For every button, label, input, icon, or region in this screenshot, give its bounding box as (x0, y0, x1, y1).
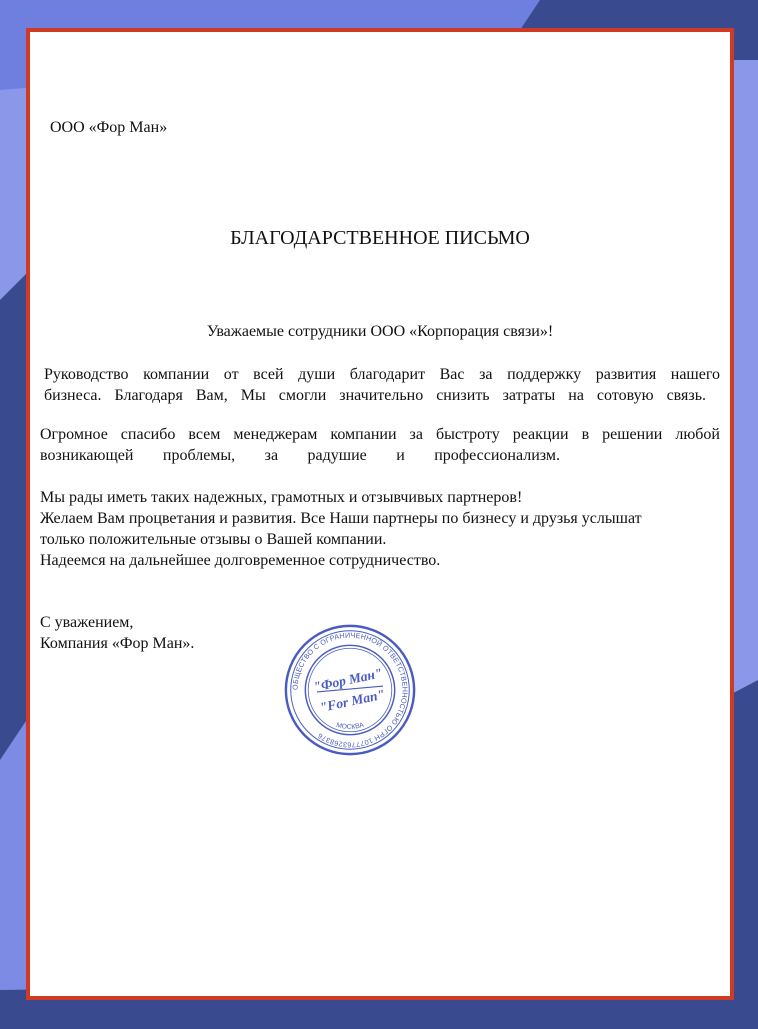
seal-name-ru: "Фор Ман" (312, 665, 384, 695)
seal-city: МОСКВА (335, 721, 365, 731)
paragraph-3-line-3: только положительные отзывы о Вашей компании. (40, 531, 387, 548)
company-seal-stamp (282, 622, 418, 758)
paragraph-1-line-2: бизнеса. Благодаря Вам, Мы смогли значительно снизить затраты на сотовую связь. (44, 387, 706, 404)
paragraph-3-line-4: Надеемся на дальнейшее долговременное сотрудничество. (40, 552, 441, 569)
paragraph-2-line-2: возникающей проблемы, за радушие и профессионализм. (40, 447, 560, 464)
letter-sheet (26, 28, 734, 1000)
svg-text:МОСКВА (335, 722, 365, 731)
letter-title: БЛАГОДАРСТВЕННОЕ ПИСЬМО (230, 227, 530, 249)
greeting: Уважаемые сотрудники ООО «Корпорация связи»! (206, 323, 554, 340)
seal-name-en: "For Man" (318, 686, 387, 716)
paragraph-1-line-1: Руководство компании от всей души благодарит Вас за поддержку развития нашего (44, 366, 720, 383)
signature-company: Компания «Фор Ман». (40, 635, 195, 652)
paragraph-2-line-1: Огромное спасибо всем менеджерам компании за быстроту реакции в решении любой (40, 426, 720, 443)
seal-ring-text: ОБЩЕСТВО С ОГРАНИЧЕННОЙ ОТВЕТСТВЕННОСТЬЮ ОГРН 1077763268376 (291, 631, 409, 749)
svg-text:ОБЩЕСТВО С ОГРАНИЧЕННОЙ ОТВЕТС (291, 631, 408, 748)
seal-graphic (282, 622, 418, 758)
paragraph-3-line-2: Желаем Вам процветания и развития. Все Наши партнеры по бизнесу и друзья услышат (40, 510, 642, 527)
paragraph-3-line-1: Мы рады иметь таких надежных, грамотных и отзывчивых партнеров! (40, 489, 523, 506)
signature-closing: С уважением, (40, 614, 134, 631)
company-header: ООО «Фор Ман» (50, 119, 168, 136)
